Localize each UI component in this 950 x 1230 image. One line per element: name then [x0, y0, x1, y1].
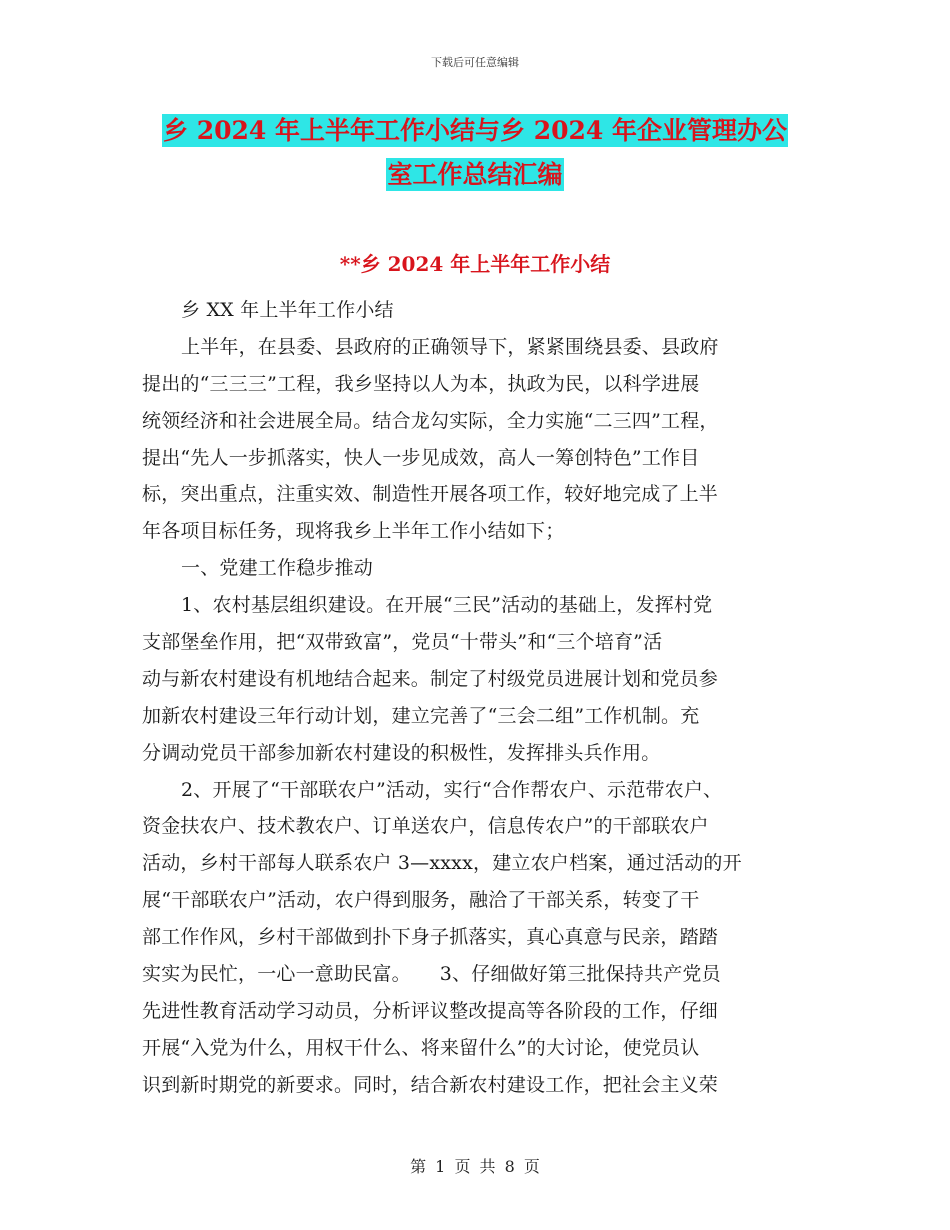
section-title: **乡 2024 年上半年工作小结: [339, 252, 611, 276]
body-line: 2、开展了“干部联农户”活动，实行“合作帮农户、示范带农户、: [181, 778, 723, 801]
body-line: 一、党建工作稳步推动: [181, 557, 374, 580]
body-line: 加新农村建设三年行动计划，建立完善了“三会二组”工作机制。充: [142, 704, 700, 727]
body-line: 展“干部联农户”活动，农户得到服务，融洽了干部关系，转变了干: [142, 889, 700, 912]
document-title-text-1: 乡 2024 年上半年工作小结与乡 2024 年企业管理办公: [163, 116, 787, 145]
document-title-line-1: [0, 114, 950, 148]
body-line: 1、农村基层组织建设。在开展“三民”活动的基础上，发挥村党: [181, 594, 713, 617]
body-line: 提出的“三三三”工程，我乡坚持以人为本，执政为民，以科学进展: [142, 372, 700, 395]
document-title-line-2: [0, 158, 950, 192]
body-line: 实实为民忙，一心一意助民富。 3、仔细做好第三批保持共产党员: [142, 963, 721, 986]
body-line: 支部堡垒作用，把“双带致富”，党员“十带头”和“三个培育”活: [142, 631, 663, 654]
header-note: 下载后可任意编辑: [431, 56, 519, 69]
body-line: 分调动党员干部参加新农村建设的积极性，发挥排头兵作用。: [142, 741, 661, 764]
body-line: 活动，乡村干部每人联系农户 3—xxxx，建立农户档案，通过活动的开: [142, 852, 742, 875]
body-line: 乡 XX 年上半年工作小结: [181, 299, 394, 321]
body-line: 统领经济和社会进展全局。结合龙勾实际，全力实施“二三四”工程，: [142, 409, 719, 432]
body-line: 标，突出重点，注重实效、制造性开展各项工作，较好地完成了上半: [142, 483, 719, 506]
body-line: 先进性教育活动学习动员，分析评议整改提高等各阶段的工作，仔细: [142, 999, 719, 1022]
body-line: 上半年，在县委、县政府的正确领导下，紧紧围绕县委、县政府: [181, 335, 719, 358]
page-footer: 第 1 页 共 8 页: [410, 1157, 540, 1176]
body-line: 提出“先人一步抓落实，快人一步见成效，高人一筹创特色”工作目: [142, 446, 700, 469]
body-line: 识到新时期党的新要求。同时，结合新农村建设工作，把社会主义荣: [142, 1073, 719, 1096]
body-line: 动与新农村建设有机地结合起来。制定了村级党员进展计划和党员参: [142, 667, 719, 690]
body-text: [142, 292, 822, 1104]
body-line: 部工作作风，乡村干部做到扑下身子抓落实，真心真意与民亲，踏踏: [142, 926, 719, 949]
body-line: 资金扶农户、技术教农户、订单送农户，信息传农户”的干部联农户: [142, 815, 709, 838]
document-title-text-2: 室工作总结汇编: [387, 160, 563, 189]
body-line: 年各项目标任务，现将我乡上半年工作小结如下；: [142, 520, 565, 543]
body-line: 开展“入党为什么，用权干什么、将来留什么”的大讨论，使党员认: [142, 1036, 700, 1059]
